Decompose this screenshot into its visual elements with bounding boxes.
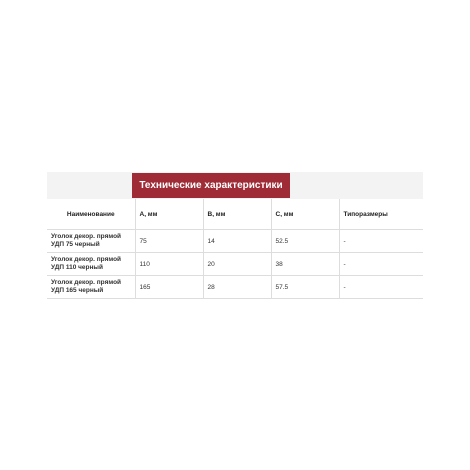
cell-c: 52.5 xyxy=(271,230,339,253)
header-b: B, мм xyxy=(203,199,271,230)
cell-a: 165 xyxy=(135,276,203,299)
header-sizes: Типоразмеры xyxy=(339,199,423,230)
cell-a: 75 xyxy=(135,230,203,253)
cell-b: 14 xyxy=(203,230,271,253)
specs-table xyxy=(47,199,423,299)
cell-name: Уголок декор. прямой УДП 165 черный xyxy=(47,276,135,299)
header-a: A, мм xyxy=(135,199,203,230)
tab-technical-specs[interactable]: Технические характеристики xyxy=(132,173,290,198)
cell-c: 57.5 xyxy=(271,276,339,299)
table-row xyxy=(47,276,423,299)
cell-b: 20 xyxy=(203,253,271,276)
cell-sizes: - xyxy=(339,230,423,253)
header-name: Наименование xyxy=(47,199,135,230)
table-row xyxy=(47,253,423,276)
header-c: C, мм xyxy=(271,199,339,230)
cell-a: 110 xyxy=(135,253,203,276)
cell-name: Уголок декор. прямой УДП 75 черный xyxy=(47,230,135,253)
cell-c: 38 xyxy=(271,253,339,276)
cell-sizes: - xyxy=(339,276,423,299)
cell-sizes: - xyxy=(339,253,423,276)
cell-name: Уголок декор. прямой УДП 110 черный xyxy=(47,253,135,276)
cell-b: 28 xyxy=(203,276,271,299)
table-row xyxy=(47,230,423,253)
table-header-row xyxy=(47,199,423,230)
